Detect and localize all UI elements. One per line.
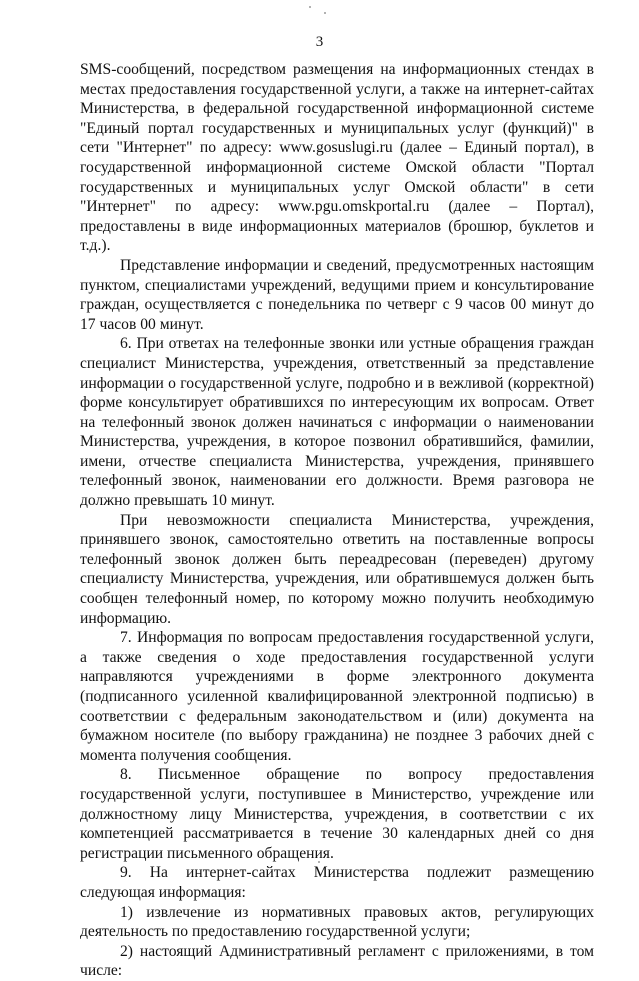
- paragraph-schedule: Представление информации и сведений, предусмотренных настоящим пунктом, специалистами учреждений, ведущими прием и консультирование граждан, осуществляется с понедельника по четверг с 9 часов 00 минут до 17 часов 00 минут.: [80, 256, 594, 333]
- list-item-1: 1) извлечение из нормативных правовых актов, регулирующих деятельность по предоставлению государственной услуги;: [80, 903, 594, 941]
- paragraph-item-7: 7. Информация по вопросам предоставления государственной услуги, а также сведения о ходе предоставления государственной услуги направляются учреждениями в форме электронного документа (подписанного усиленной квалифицированной электронной подписью) в соответствии с федеральным законодательством и (или) документа на бумажном носителе (по выбору гражданина) не позднее 3 рабочих дней с момента получения сообщения.: [80, 629, 594, 764]
- document-body: [80, 60, 594, 981]
- paragraph-continuation: SMS-сообщений, посредством размещения на информационных стендах в местах предоставления государственной услуги, а также на интернет-сайтах Министерства, в федеральной государственной информационной системе "Единый портал государственных и муниципальных услуг (функций)" в сети "Интернет" по адресу: www.gosuslugi.ru (далее – Единый портал), в государственной информационной системе Омской области "Портал государственных и муниципальных услуг Омской области" в сети "Интернет" по адресу: www.pgu.omskportal.ru (далее – Портал), предоставлены в виде информационных материалов (брошюр, буклетов и т.д.).: [80, 61, 594, 255]
- paragraph-redirect: При невозможности специалиста Министерства, учреждения, принявшего звонок, самостоятельно ответить на поставленные вопросы телефонный звонок должен быть переадресован (переведен) другому специалисту Министерства, учреждения, или обратившемуся должен быть сообщен телефонный номер, по которому можно получить необходимую информацию.: [80, 511, 594, 627]
- scan-speck: [309, 6, 311, 8]
- list-item-2: 2) настоящий Административный регламент с приложениями, в том числе:: [80, 942, 594, 980]
- scan-speck: [324, 12, 326, 14]
- paragraph-item-9: 9. На интернет-сайтах Министерства подлежит размещению следующая информация:: [80, 864, 594, 901]
- page-number: 3: [315, 34, 324, 50]
- paragraph-item-8: 8. Письменное обращение по вопросу предоставления государственной услуги, поступившее в Министерство, учреждение или должностному лицу Министерства, учреждения, в соответствии с их компетенцией рассматривается в течение 30 календарных дней со дня регистрации письменного обращения.: [80, 766, 594, 862]
- paragraph-item-6: 6. При ответах на телефонные звонки или устные обращения граждан специалист Министерства, учреждения, ответственный за представление информации о государственной услуге, подробно и в вежливой (корректной) форме консультирует обратившихся по интересующим их вопросам. Ответ на телефонный звонок должен начинаться с информации о наименовании Министерства, учреждения, в которое позвонил обратившийся, фамилии, имени, отчестве специалиста Министерства, учреждения, принявшего телефонный звонок, наименовании его должности. Время разговора не должно превышать 10 минут.: [80, 335, 594, 510]
